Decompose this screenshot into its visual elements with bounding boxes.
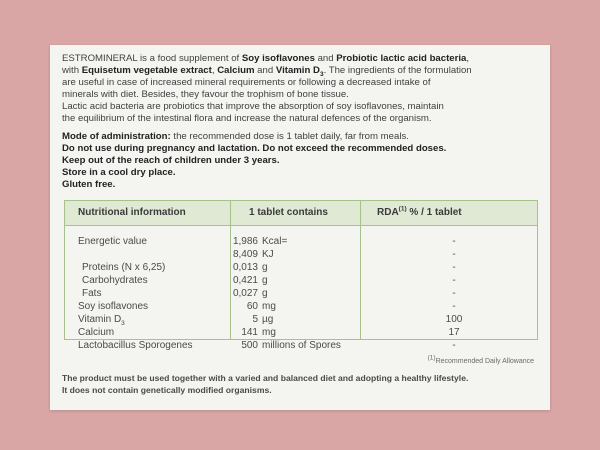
table-row [64, 340, 538, 352]
table-row [64, 275, 538, 287]
nutrient-unit: mg [262, 327, 276, 338]
intro-text: the equilibrium of the intestinal flora and increase the natural defences of the organism. [62, 113, 432, 124]
header-tablet-contains: 1 tablet contains [249, 207, 328, 218]
intro-text: minerals with diet. Besides, they favour the trophism of bone tissue. [62, 89, 349, 100]
nutrient-value: 0,013 [232, 262, 258, 273]
warning-line: Keep out of the reach of children under 3 years. [62, 155, 280, 166]
intro-bold: Equisetum vegetable extract [81, 65, 212, 76]
nutrient-value: 500 [241, 340, 258, 351]
nutrient-name: Calcium [78, 327, 115, 338]
footer-line: The product must be used together with a varied and balanced diet and adopting a healthy lifestyle. [62, 373, 469, 383]
nutrition-table [64, 200, 538, 351]
table-row [64, 236, 538, 248]
intro-text: ESTROMINERAL is a food supplement of [62, 53, 242, 64]
intro-text: , [211, 65, 218, 76]
nutrient-rda: - [452, 340, 456, 351]
table-row [64, 327, 538, 339]
nutrient-unit: mg [262, 301, 276, 312]
nutrient-name: Carbohydrates [82, 275, 148, 286]
nutrient-value: 141 [241, 327, 258, 338]
intro-bold: Soy isoflavones [241, 53, 315, 64]
nutrient-rda: - [452, 262, 456, 273]
intro-text: and [254, 65, 276, 76]
nutrient-unit: g [262, 275, 268, 286]
table-row [64, 314, 538, 326]
nutrient-name: Vitamin $D_3$ [78, 314, 125, 327]
nutrient-name: Energetic value [78, 236, 147, 247]
nutrient-rda: - [452, 249, 456, 260]
header-nutritional-info: Nutritional information [78, 207, 186, 218]
intro-paragraph [62, 53, 540, 125]
nutrient-unit: millions of Spores [262, 340, 341, 351]
nutrient-unit: g [262, 288, 268, 299]
footer-notes [62, 372, 468, 396]
rda-footnote: $^{(1)}$Recommended Daily Allowance [427, 354, 534, 365]
nutrient-value: 0,027 [232, 288, 258, 299]
mode-text: the recommended dose is 1 tablet daily, far from meals. [170, 131, 409, 142]
nutrient-rda: 17 [448, 327, 460, 338]
nutrient-rda: 100 [445, 314, 463, 325]
intro-text: . The ingredients of the formulation [323, 65, 472, 76]
intro-bold: Vitamin $D_3$ [275, 65, 324, 78]
nutrient-value: 60 [246, 301, 258, 312]
intro-bold: Calcium [217, 65, 255, 76]
table-row [64, 301, 538, 313]
warning-line: Gluten free. [62, 179, 116, 190]
footer-line: It does not contain genetically modified organisms. [62, 385, 272, 395]
nutrient-value: 0,421 [232, 275, 258, 286]
warning-line: Store in a cool dry place. [62, 167, 176, 178]
intro-text: , [466, 53, 470, 64]
nutrient-unit: KJ [262, 249, 274, 260]
nutrient-value: 5 [252, 314, 258, 325]
nutrient-rda: - [452, 288, 456, 299]
intro-text: and [314, 53, 337, 64]
mode-of-administration [62, 131, 540, 143]
nutrient-rda: - [452, 236, 456, 247]
intro-text: Lactic acid bacteria are probiotics that improve the absorption of soy isoflavones, maintain [62, 101, 444, 112]
table-row [64, 262, 538, 274]
intro-bold: Probiotic lactic acid bacteria [336, 53, 467, 64]
nutrient-name: Soy isoflavones [78, 301, 149, 312]
nutrient-value: 1,986 [232, 236, 258, 247]
label-card [50, 45, 550, 410]
nutrient-value: 8,409 [232, 249, 258, 260]
nutrient-name: Lactobacillus Sporogenes [78, 340, 193, 351]
table-row [64, 288, 538, 300]
header-rda: RDA$^{(1)}$ % / 1 tablet [377, 205, 462, 218]
nutrient-name: Proteins (N x 6,25) [82, 262, 166, 273]
nutrient-rda: - [452, 301, 456, 312]
intro-text: are useful in case of increased mineral requirements or following a decreased intake of [62, 77, 431, 88]
nutrient-unit: g [262, 262, 268, 273]
nutrient-unit: µg [262, 314, 274, 325]
nutrient-rda: - [452, 275, 456, 286]
nutrient-unit: Kcal= [262, 236, 288, 247]
warning-line: Do not use during pregnancy and lactation. Do not exceed the recommended doses. [62, 143, 447, 154]
nutrient-name: Fats [82, 288, 102, 299]
intro-text: with [62, 65, 82, 76]
table-row [64, 249, 538, 261]
mode-label: Mode of administration: [62, 131, 171, 142]
